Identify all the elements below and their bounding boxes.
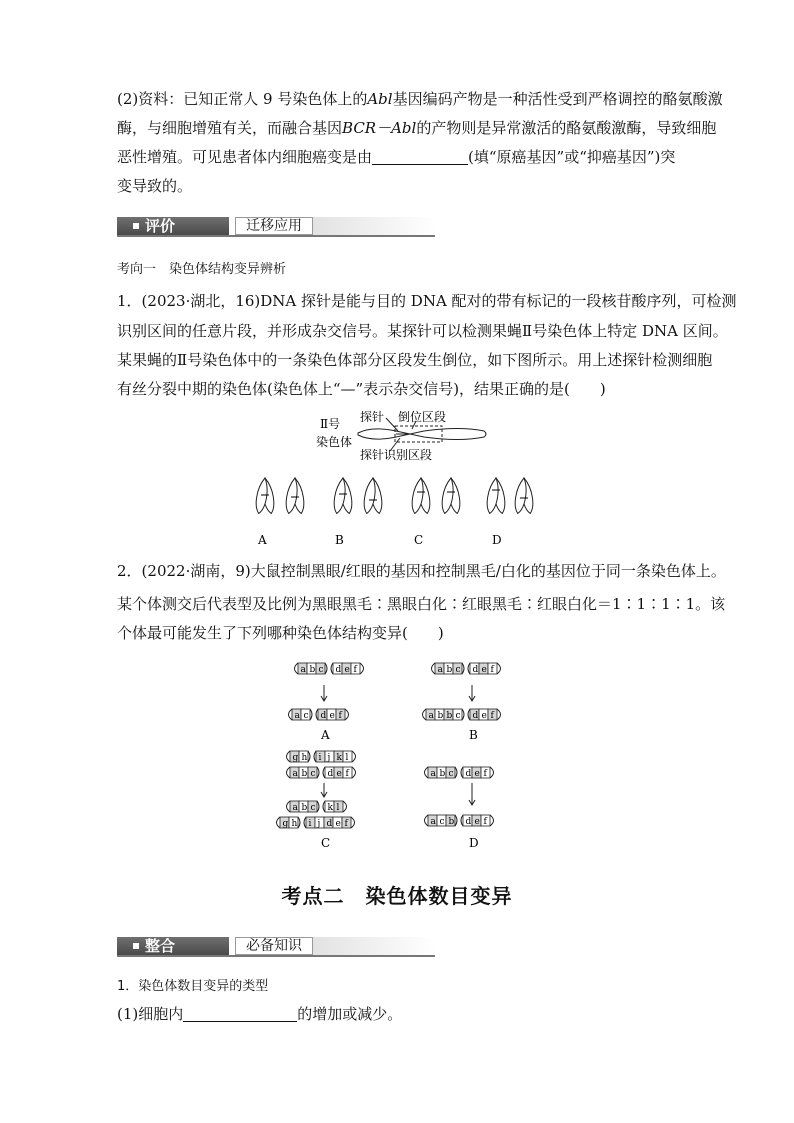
gene-letter: a: [437, 665, 443, 675]
fig1-label-chrom-2: 染色体: [316, 435, 353, 449]
gene-letter: l: [345, 753, 349, 763]
q1-option-d-label: D: [492, 533, 502, 547]
fig1-label-recog: 探针识别区段: [360, 448, 433, 462]
q1-line-1: 1．(2023·湖北，16)DNA 探针是能与目的 DNA 配对的带有标记的一段核苷酸序列，可检测: [117, 292, 737, 310]
gene-letter: b: [437, 711, 444, 721]
q2-b-duplicated: [423, 709, 501, 721]
gene-letter: d: [465, 769, 472, 779]
gene-letter: c: [310, 769, 316, 779]
q1-line-2: 识别区间的任意片段，并形成杂交信号。某探针可以检测果蝇Ⅱ号染色体上特定 DNA 区间。: [117, 322, 728, 340]
gene-letter: a: [430, 769, 436, 779]
gene-letter: g: [292, 753, 299, 763]
fig1-label-chrom-1: Ⅱ号: [320, 417, 341, 431]
gene-letter: d: [472, 665, 479, 675]
material-line-2: 酶，与细胞增殖有关，而融合基因BCR－Abl的产物则是异常激活的酪氨酸激酶，导致细胞: [117, 119, 717, 137]
q2-c-original-1: [287, 751, 356, 763]
q2-c-original-2: [287, 767, 356, 779]
gene-letter: k: [336, 753, 342, 763]
q2-a-deleted: [289, 709, 349, 721]
gene-letter: c: [455, 711, 461, 721]
gene-letter: e: [329, 711, 335, 721]
gene-letter: a: [292, 803, 298, 813]
gene-letter: e: [474, 769, 480, 779]
gene-letter: a: [430, 817, 436, 827]
gene-letter: f: [483, 769, 487, 779]
q2-option-d-label: D: [469, 836, 479, 850]
gene-abl: Abl: [367, 90, 393, 108]
gene-letter: e: [481, 711, 487, 721]
arrow-down-icon: [469, 783, 475, 805]
item-1-heading: 1．染色体数目变异的类型: [117, 979, 269, 994]
arrow-down-icon: [321, 685, 327, 701]
gene-letter: i: [308, 819, 312, 829]
gene-letter: j: [327, 753, 331, 763]
gene-letter: f: [353, 665, 357, 675]
gene-letter: e: [344, 665, 350, 675]
gene-letter: a: [300, 665, 306, 675]
q1-option-b-label: B: [335, 533, 344, 547]
q1-option-a-figure: [254, 477, 306, 514]
gene-letter: d: [472, 711, 479, 721]
gene-letter: c: [439, 817, 445, 827]
gene-letter: f: [344, 819, 348, 829]
gene-letter: b: [439, 769, 446, 779]
gene-letter: f: [490, 665, 494, 675]
gene-letter: d: [327, 769, 334, 779]
gene-letter: e: [336, 769, 342, 779]
material-line-1: (2)资料：已知正常人 9 号染色体上的Abl基因编码产物是一种活性受到严格调控的酪氨酸激: [117, 90, 723, 108]
material-line-4: 变导致的。: [117, 177, 193, 195]
gene-letter: d: [465, 817, 472, 827]
q2-d-original: [425, 767, 494, 779]
q2-c-translocated-1: [287, 801, 347, 813]
q2-option-b-label: B: [469, 728, 478, 742]
gene-letter: f: [490, 711, 494, 721]
figure-q1-options: [240, 470, 540, 548]
gene-letter: c: [318, 665, 324, 675]
gene-letter: f: [338, 711, 342, 721]
gene-letter: k: [327, 803, 333, 813]
q2-line-3: 个体最可能发生了下列哪种染色体结构变异( ): [117, 624, 444, 642]
gene-letter: b: [309, 665, 316, 675]
gene-letter: d: [320, 711, 327, 721]
q2-d-inverted: [425, 815, 494, 827]
gene-letter: f: [345, 769, 349, 779]
gene-letter: j: [317, 819, 321, 829]
q2-b-original: [432, 663, 501, 675]
figure-q2-chromosome-variants: [270, 655, 540, 855]
q1-option-c-label: C: [414, 533, 424, 547]
q1-line-4: 有丝分裂中期的染色体(染色体上“—”表示杂交信号)，结果正确的是( ): [117, 380, 606, 398]
gene-letter: h: [291, 819, 298, 829]
q1-option-c-figure: [410, 477, 462, 514]
q1-option-b-figure: [332, 477, 384, 514]
gene-letter: b: [446, 665, 453, 675]
q2-a-original: [295, 663, 364, 675]
square-icon: [133, 223, 139, 229]
gene-fusion: BCR－Abl: [342, 119, 417, 137]
q2-line-2: 某个体测交后代表型及比例为黑眼黑毛∶黑眼白化∶红眼黑毛∶红眼白化＝1∶1∶1∶1。该: [117, 595, 726, 613]
section-bar-evaluation: 评价 迁移应用: [117, 216, 435, 236]
q2-option-a-label: A: [321, 728, 330, 742]
q2-option-c-label: C: [321, 836, 331, 850]
q1-line-3: 某果蝇的Ⅱ号染色体中的一条染色体部分区段发生倒位，如下图所示。用上述探针检测细胞: [117, 351, 713, 369]
gene-letter: b: [301, 803, 308, 813]
gene-letter: c: [448, 769, 454, 779]
section-bar-integrate: 整合 必备知识: [117, 936, 435, 956]
gene-letter: l: [336, 803, 340, 813]
fig1-label-inversion: 倒位区段: [398, 410, 447, 424]
gene-letter: e: [481, 665, 487, 675]
item-1-sub: (1)细胞内 的增加或减少。: [117, 1005, 403, 1023]
gene-letter: a: [292, 769, 298, 779]
q1-option-d-figure: [485, 477, 535, 514]
square-icon: [133, 943, 139, 949]
direction-heading-1: 考向一 染色体结构变异辨析: [117, 262, 287, 277]
gene-letter: b: [448, 817, 455, 827]
gene-letter: c: [455, 665, 461, 675]
gene-letter: d: [326, 819, 333, 829]
figure-chromosome-probe: [300, 404, 500, 464]
gene-letter: e: [474, 817, 480, 827]
q2-line-1: 2．(2022·湖南，9)大鼠控制黑眼/红眼的基因和控制黑毛/白化的基因位于同一条染色体上。: [117, 562, 726, 580]
answer-blank-2[interactable]: [183, 1005, 297, 1022]
gene-letter: c: [310, 803, 316, 813]
gene-letter: g: [282, 819, 289, 829]
q1-option-a-label: A: [258, 533, 267, 547]
arrow-down-icon: [321, 783, 327, 797]
section-heading-2: 考点二 染色体数目变异: [281, 884, 513, 908]
answer-blank-1[interactable]: [372, 148, 468, 165]
gene-letter: b: [301, 769, 308, 779]
gene-letter: h: [301, 753, 308, 763]
fig1-label-probe: 探针: [360, 410, 385, 424]
material-line-3: 恶性增殖。可见患者体内细胞癌变是由 (填“原癌基因”或“抑癌基因”)突: [117, 148, 676, 166]
gene-letter: d: [335, 665, 342, 675]
gene-letter: f: [483, 817, 487, 827]
gene-letter: b: [446, 711, 453, 721]
q2-c-translocated-2: [277, 817, 355, 829]
gene-letter: e: [335, 819, 341, 829]
gene-letter: i: [318, 753, 322, 763]
gene-letter: a: [294, 711, 300, 721]
gene-letter: c: [303, 711, 309, 721]
gene-letter: a: [428, 711, 434, 721]
arrow-down-icon: [469, 685, 475, 701]
